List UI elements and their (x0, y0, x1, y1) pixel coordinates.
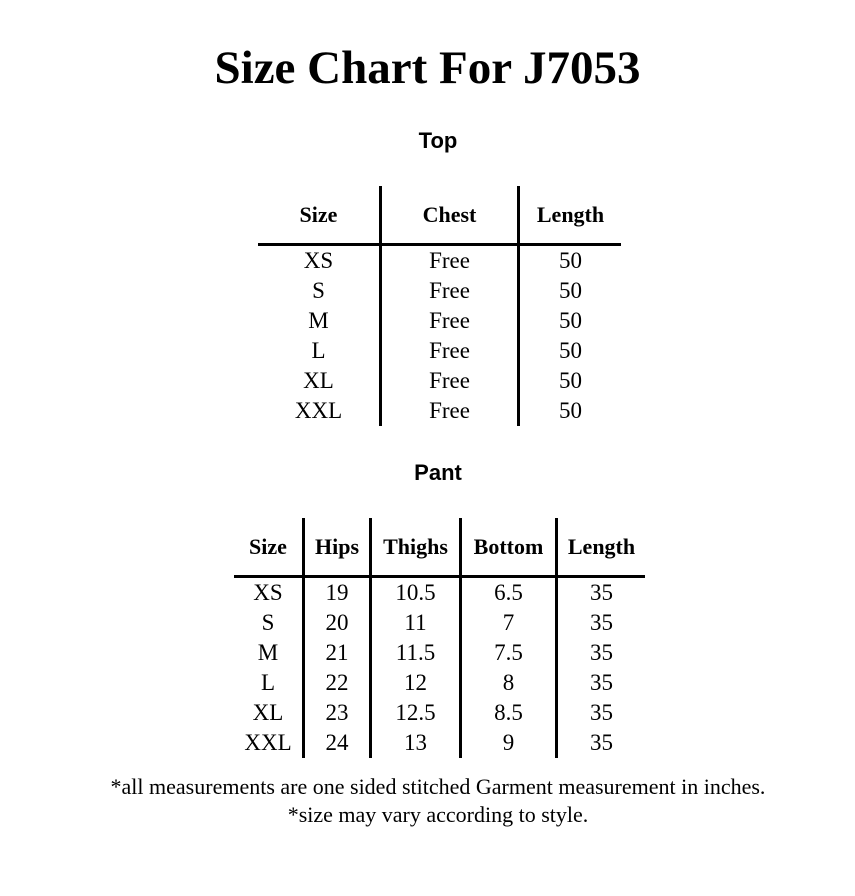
table-header-row (234, 518, 645, 577)
style-variation-note: *size may vary according to style. (287, 802, 589, 827)
measurement-cell: 23 (304, 698, 371, 728)
table-row (258, 306, 621, 336)
measurement-cell: 50 (559, 338, 582, 363)
column-header: Thighs (371, 518, 461, 577)
measurement-cell: 21 (304, 638, 371, 668)
table-row (234, 728, 645, 758)
table-row (234, 638, 645, 668)
measurement-cell: 7 (461, 608, 557, 638)
measurement-cell: 50 (559, 308, 582, 333)
measurement-cell: Free (381, 245, 519, 277)
pant-size-table (234, 518, 645, 758)
measurement-note: *all measurements are one sided stitched Garment measurement in inches. (110, 774, 766, 799)
size-cell: M (258, 306, 381, 336)
size-cell: XL (234, 698, 304, 728)
measurement-cell: 24 (304, 728, 371, 758)
measurement-cell: 50 (559, 368, 582, 393)
measurement-cell: 35 (590, 700, 613, 725)
column-header: Length (557, 518, 646, 577)
column-header: Hips (304, 518, 371, 577)
measurement-cell: 35 (590, 640, 613, 665)
measurement-cell: 12 (371, 668, 461, 698)
pant-section-heading: Pant (414, 460, 462, 485)
measurement-cell: 35 (590, 730, 613, 755)
measurement-cell: 20 (304, 608, 371, 638)
measurement-cell: 9 (461, 728, 557, 758)
measurement-cell: 50 (559, 398, 582, 423)
measurement-cell: 35 (590, 610, 613, 635)
size-cell: XS (258, 245, 381, 277)
measurement-cell: 35 (590, 580, 613, 605)
table-row (258, 336, 621, 366)
size-cell: S (258, 276, 381, 306)
measurement-cell: 50 (559, 278, 582, 303)
top-size-table (258, 186, 621, 426)
measurement-cell: 12.5 (371, 698, 461, 728)
measurement-cell: 8 (461, 668, 557, 698)
column-header: Size (234, 518, 304, 577)
size-cell: L (234, 668, 304, 698)
size-cell: XS (234, 577, 304, 609)
table-header-row (258, 186, 621, 245)
measurement-cell: Free (381, 276, 519, 306)
size-cell: XL (258, 366, 381, 396)
measurement-cell: Free (381, 366, 519, 396)
measurement-cell: 11 (371, 608, 461, 638)
measurement-cell: 13 (371, 728, 461, 758)
column-header: Chest (381, 186, 519, 245)
table-row (258, 276, 621, 306)
table-row (258, 366, 621, 396)
top-section-heading: Top (418, 128, 458, 153)
column-header: Bottom (461, 518, 557, 577)
measurement-cell: 6.5 (461, 577, 557, 609)
column-header: Size (258, 186, 381, 245)
table-row (234, 577, 645, 609)
size-cell: L (258, 336, 381, 366)
measurement-cell: Free (381, 336, 519, 366)
measurement-cell: 19 (304, 577, 371, 609)
measurement-cell: 7.5 (461, 638, 557, 668)
size-cell: XXL (234, 728, 304, 758)
measurement-cell: 10.5 (371, 577, 461, 609)
table-row (234, 668, 645, 698)
table-row (258, 396, 621, 426)
table-row (258, 245, 621, 277)
table-row (234, 698, 645, 728)
size-cell: M (234, 638, 304, 668)
table-row (234, 608, 645, 638)
page-title: Size Chart For J7053 (214, 42, 641, 94)
measurement-cell: 22 (304, 668, 371, 698)
column-header: Length (519, 186, 622, 245)
measurement-cell: 35 (590, 670, 613, 695)
measurement-cell: Free (381, 396, 519, 426)
measurement-cell: 11.5 (371, 638, 461, 668)
measurement-cell: 8.5 (461, 698, 557, 728)
size-cell: S (234, 608, 304, 638)
size-cell: XXL (258, 396, 381, 426)
measurement-cell: 50 (559, 248, 582, 273)
measurement-cell: Free (381, 306, 519, 336)
